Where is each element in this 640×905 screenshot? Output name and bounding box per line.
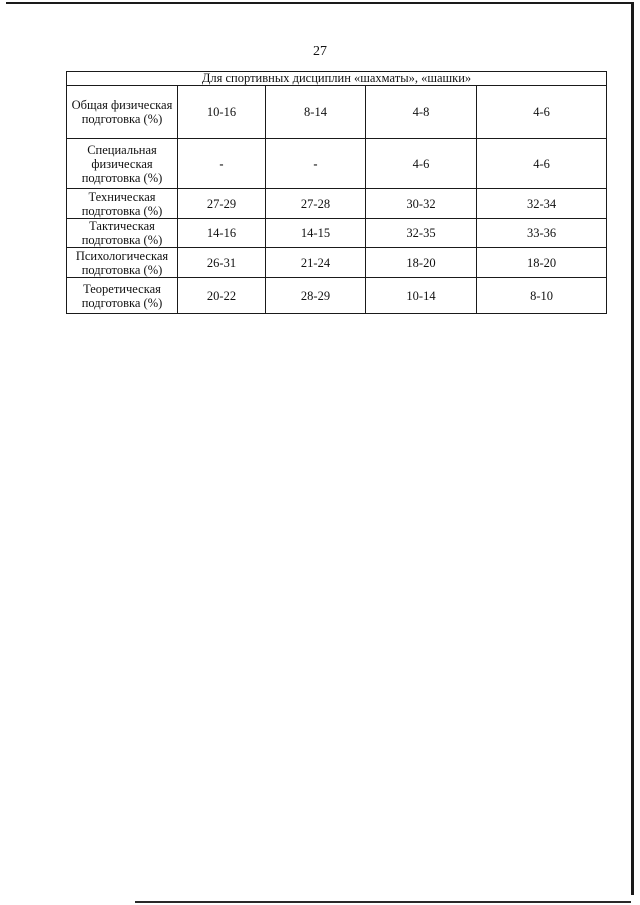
table-cell: 18-20 [366,248,477,278]
table-cell: 18-20 [477,248,607,278]
table-cell: 8-14 [266,86,366,139]
table-cell: - [178,139,266,189]
page-border-top [6,2,634,4]
table-cell: 32-35 [366,219,477,248]
row-label: Общая физическая подготовка (%) [67,86,178,139]
table-row [67,189,607,219]
page-border-right [631,2,634,895]
table-header: Для спортивных дисциплин «шахматы», «шашки» [67,72,607,86]
table-cell: 4-8 [366,86,477,139]
table-cell: 14-16 [178,219,266,248]
table-row [67,278,607,314]
table-cell: 4-6 [366,139,477,189]
table-header-row [67,72,607,86]
table-cell: 33-36 [477,219,607,248]
table-cell: 28-29 [266,278,366,314]
row-label: Техническая подготовка (%) [67,189,178,219]
table-cell: 32-34 [477,189,607,219]
row-label: Теоретическая подготовка (%) [67,278,178,314]
row-label: Специальная физическая подготовка (%) [67,139,178,189]
table-cell: 10-16 [178,86,266,139]
table-cell: 8-10 [477,278,607,314]
table-cell: 20-22 [178,278,266,314]
page-number: 27 [313,44,327,59]
table-cell: 26-31 [178,248,266,278]
table-cell: 30-32 [366,189,477,219]
table-cell: 4-6 [477,86,607,139]
row-label: Тактическая подготовка (%) [67,219,178,248]
table-row [67,248,607,278]
training-table [66,71,607,314]
table-row [67,86,607,139]
table-row [67,219,607,248]
table-cell: 27-28 [266,189,366,219]
row-label: Психологическая подготовка (%) [67,248,178,278]
table-cell: 21-24 [266,248,366,278]
table-row [67,139,607,189]
page-border-bottom [135,901,631,903]
table-cell: 4-6 [477,139,607,189]
table-cell: - [266,139,366,189]
table-cell: 14-15 [266,219,366,248]
table-cell: 10-14 [366,278,477,314]
table-cell: 27-29 [178,189,266,219]
